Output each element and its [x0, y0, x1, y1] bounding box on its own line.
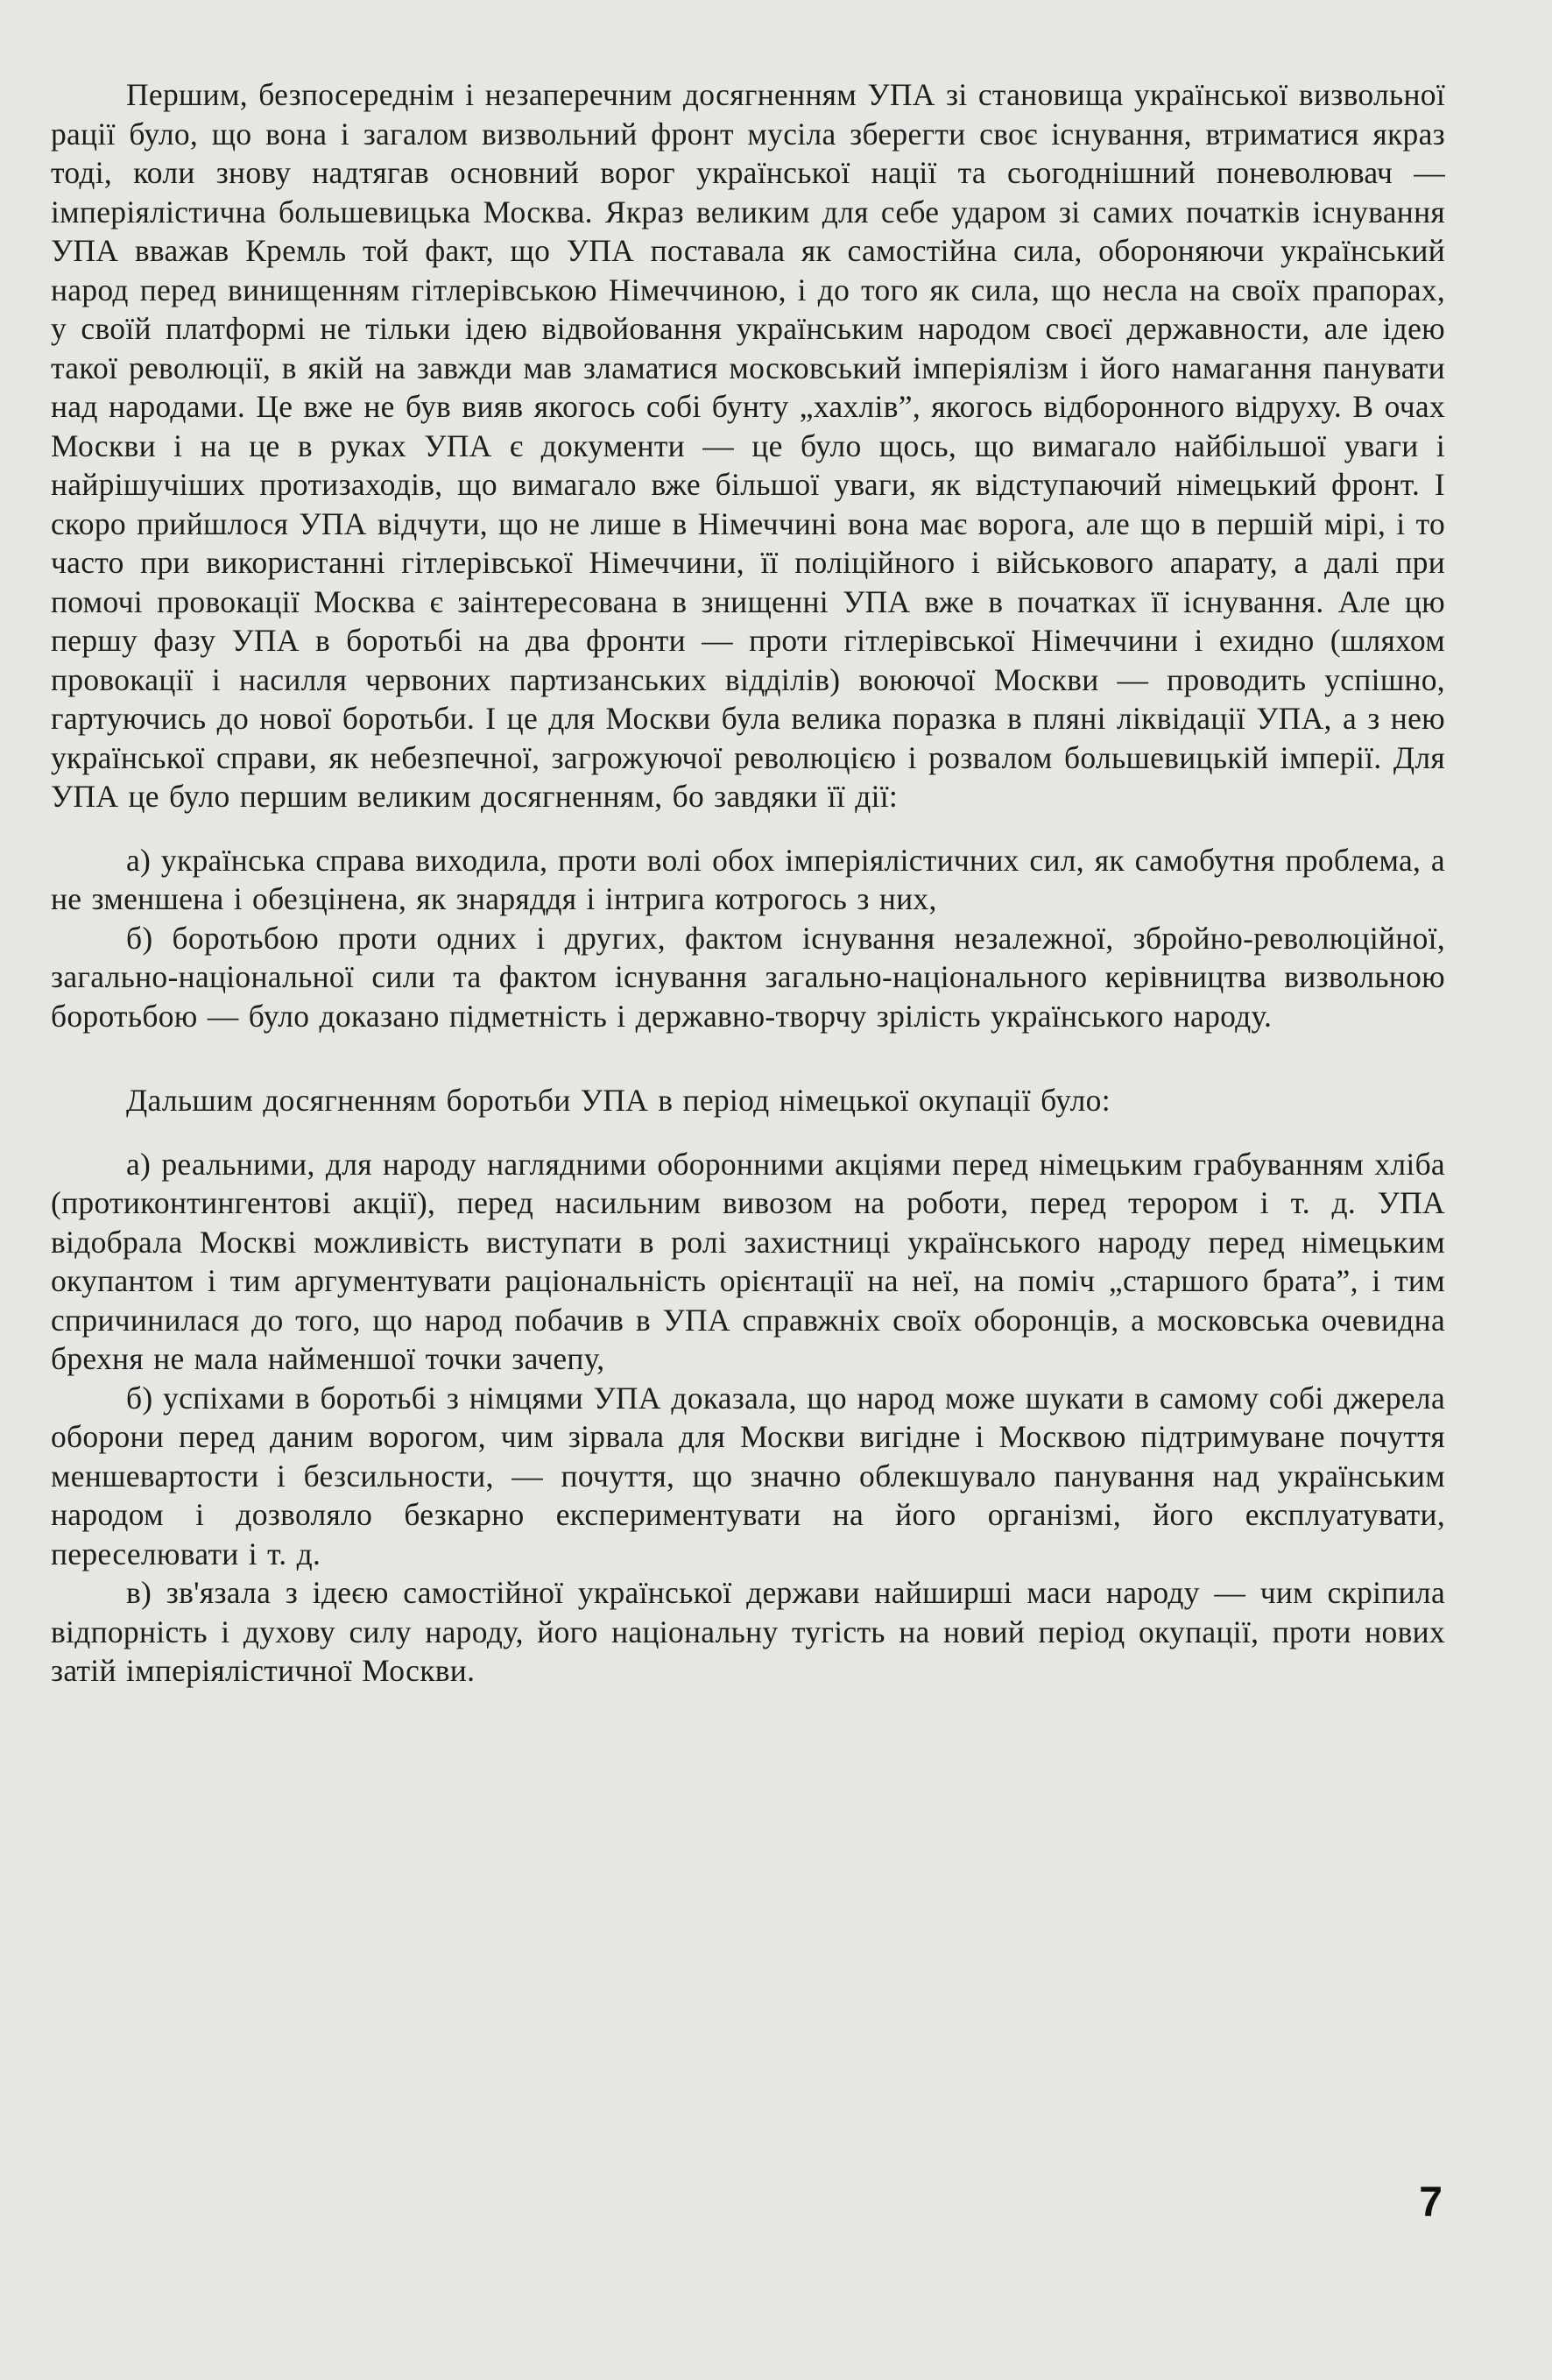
list-item-b-second: б) успіхами в боротьбі з німцями УПА доказала, що народ може шукати в самому собі джерела оборони перед даним ворогом, чим зірвала для Москви вигідне і Москвою підтримуване почуття меншевартости і безсильности, — почуття, що значно облекшувало панування над українським народом і дозволяло безкарно експериментувати на його організмі, його експлуатувати, переселювати і т. д.: [51, 1380, 1445, 1571]
list-item-c-second: в) зв'язала з ідеєю самостійної української держави найширші маси народу — чим скріпила відпорність і духову силу народу, його національну тугість на новий період окупації, проти нових затій імперіялістичної Москви.: [51, 1575, 1445, 1688]
paragraph-further-achievements: Дальшим досягненням боротьби УПА в період німецької окупації було:: [126, 1083, 1111, 1118]
list-item-b-first: б) боротьбою проти одних і других, фактом існування незалежної, збройно-революційної, загально-національної сили та фактом існування загально-національного керівництва визвольною боротьбою — було доказано підметність і державно-творчу зрілість українського народу.: [51, 920, 1445, 1034]
list-item-a-first: а) українська справа виходила, проти волі обох імперіялістичних сил, як самобутня проблема, а не зменшена і обезцінена, як знаряддя і інтрига котрогось з них,: [51, 842, 1445, 916]
paragraph-intro: Першим, безпосереднім і незаперечним досягненням УПА зі становища української визвольної рації було, що вона і загалом визвольний фронт мусіла зберегти своє існування, втриматися якраз тоді, коли знову надтягав основний ворог української нації та сьогоднішний поневолювач — імперіялістична большевицька Москва. Якраз великим для себе ударом зі самих початків існування УПА вважав Кремль той факт, що УПА поставала як самостійна сила, обороняючи український народ перед винищенням гітлерівською Німеччиною, і до того як сила, що несла на своїх прапорах, у своїй платформі не тільки ідею відвойовання українським народом своєї державности, але ідею такої революції, в якій на завжди мав зламатися московський імперіялізм і його намагання панувати над народами. Це вже не був вияв якогось собі бунту „хахлів”, якогось відборонного відруху. В очах Москви і на це в руках УПА є документи — це було щось, що вимагало найбільшої уваги і найрішучіших протизаходів, що вимагало вже більшої уваги, як відступаючий німецький фронт. І скоро прийшлося УПА відчути, що не лише в Німеччині вона має ворога, але що в першій мірі, і то часто при використанні гітлерівської Німеччини, її поліційного і військового апарату, а далі при помочі провокації Москва є заінтересована в знищенні УПА вже в початках її існування. Але цю першу фазу УПА в боротьбі на два фронти — проти гітлерівської Німеччини і ехидно (шляхом провокації і насилля червоних партизанських відділів) воюючої Москви — проводить успішно, гартуючись до нової боротьби. І це для Москви була велика поразка в пляні ліквідації УПА, а з нею української справи, як небезпечної, загрожуючої революцією і розвалом большевицькій імперії. Для УПА це було першим великим досягненням, бо завдяки її дії:: [51, 77, 1445, 814]
page-number: 7: [1419, 2179, 1443, 2226]
list-item-a-second: а) реальними, для народу наглядними оборонними акціями перед німецьким грабуванням хліба (протиконтингентові акції), перед насильним вивозом на роботи, перед терором і т. д. УПА відобрала Москві можливість виступати в ролі захистниці українського народу перед німецьким окупантом і тим аргументувати раціональність орієнтації на неї, на поміч „старшого брата”, і тим спричинилася до того, що народ побачив в УПА справжніх своїх оборонців, а московська очевидна брехня не мала найменшої точки зачепу,: [51, 1146, 1445, 1376]
text-column: [51, 75, 1445, 1691]
